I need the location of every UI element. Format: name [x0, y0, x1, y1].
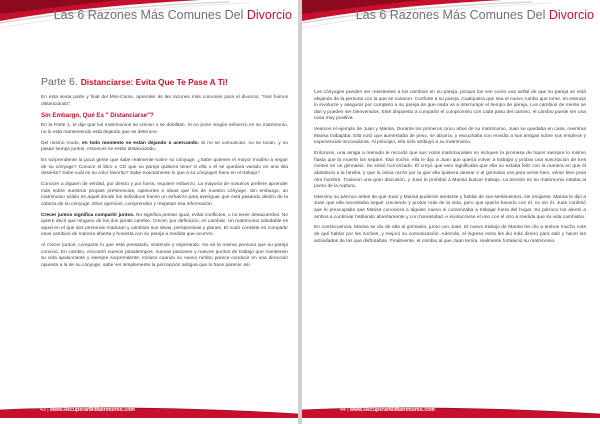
- page-header: [302, 0, 600, 36]
- page-header: [0, 0, 298, 36]
- footer-url[interactable]: www.RecuperarMiMatrimonio.com: [50, 407, 135, 413]
- paragraph: En la Parte 1, te dije que los matrimonios se crecen o se debilitan. Si no pone ningún esfuerzo en su matrimonio, no lo está manteniendo está dejando que se deteriore.: [41, 123, 288, 135]
- paragraph: En consecuencia, Marisa se dio de alta al gimnasio, junto con Juan. El nuevo trabajo de Marisa les dio a ambos mucho más de qué hablar por las noches, y mejoró su comunicación. Además, el ingreso extra les dio más dinero para salir y hacer las actividades de las que disfrutaban. Finalmente, el cambio al que Juan temía, realmente fortaleció su matrimonio.: [314, 225, 586, 244]
- header-title: Las 6 Razones Más Comunes Del Divorcio: [53, 8, 292, 22]
- chapter-number: Parte 6.: [41, 76, 78, 88]
- paragraph: Entonces, una amiga a menudo le recordó que sus votos matrimoniales no incluyen la promesa de hacer siempre lo mismo hasta que la muerte los separe. Esa noche, ella le dijo a Juan que quería volver a trabajar y probar una suscripción de tres meses en un gimnasio. Se sintió horrorizado. Él creyó que esto significaba que ella no estaba feliz con la manera en que él abastecía a la familia, y que la única razón por la que ella quisiera desear ir al gimnasio era para verse bien, verse bien para otro hombre. Tuvieron una gran discusión, y Juan le prohibió a Marisa buscar trabajo. La tensión en su matrimonio estaba al punto de la ruptura.: [314, 151, 586, 190]
- section-subheading: Sin Embargo, Qué Es " Distanciarse"?: [41, 112, 154, 120]
- paragraph: Es sorprendente la poca gente que sabe realmente sobre su cónyuge. ¿Sabe quienes el mayor modelo a seguir de su cónyuge? Conoce el libro o CD que su pareja quisiera tener si ella o él se quedara varado en una isla desierta? Sabe cuál es su color favorito? Sabe exactamente lo que a su cónyuges hace en el trabajo?: [41, 158, 288, 177]
- paragraph: En esta sexta parte y final del Mini-Curso, aprender ás las razones más comunes para el divorcio: "Nos fuimos distanciando".: [41, 95, 288, 107]
- paragraph: Los cónyuges pueden ser resistentes a los cambios en su pareja, porque los ven como una señal de que su pareja se está alejando de la persona con la que se casaron. Conforte a su pareja. Cualquiera que sea el nuevo rumbo que tome, en esencia lo involucre y asegurar por completo a su pareja de que nada va a interrumpir el tiempo de pareja. Los cambios de mente se dan y pueden ser bienvenidos. Esté dispuesto a compartir el compromiso con cada paso del camino, el cambio puede ser una cosa muy positiva.: [314, 90, 586, 122]
- page-footer: [0, 402, 298, 418]
- chapter-title: Distanciarse: Evita Que Te Pase A Ti!: [80, 77, 228, 87]
- left-page-content: [41, 76, 288, 274]
- right-page-content: [314, 90, 586, 249]
- paragraph: Veamos el ejemplo de Juan y Marisa. Durante los primeros cinco años de su matrimonio, Juan se quedaba en casa, mientras Marisa trabajaba. Ella notó que aumentaba de peso, se aburría, y escuchaba con envidia a sus amigas sobre sus empleos y experiencias innovadoras. Al principio, ella sólo atribuyó a su matrimonio.: [314, 127, 586, 146]
- page-number: 44: [340, 407, 346, 413]
- right-page: [302, 0, 600, 424]
- footer-text: 43 | www.RecuperarMiMatrimonio.com: [40, 407, 135, 413]
- paragraph: Al crecer juntos, comparte lo que está pensando, sintiendo y esperando. No es la misma persona que su pareja conoció. En cambio, encontró nuevos pasatiempos, nuevas pasiones y nuevos puntos de trabajo que mantienen su vida apasionante y siempre sorprendente. Incluso cuando su nuevo rumbo parece conducir en una dirección opuesta a la de su cónyuge, sabe ver simplemente la percepción antigua que lo hace parecer así.: [41, 243, 288, 268]
- left-page: [0, 0, 298, 424]
- footer-url[interactable]: www.RecuperarMiMatrimonio.com: [350, 407, 435, 413]
- footer-text: 44 | www.RecuperarMiMatrimonio.com: [340, 407, 435, 413]
- paragraph: Del mismo modo, en todo momento se están dejando o acercando. Si no se comunican, no se tocan, y no pasan tiempo juntos, entonces se están distanciando.: [41, 140, 289, 153]
- paragraph: Conocer a alguien de verdad, por dentro y por fuera, requiere esfuerzo. La mayoría de nosotros prefiere aprender más sobre nuestros propias preferencias, opiniones e ideas que los de nuestro cónyuge. Sin embargo, un matrimonio sólido es aquel donde los individuos hacen un esfuerzo para averiguar que está pasando dentro de la cabeza de su cónyuge. Ellos aprecian, comprenden y respetan esa información.: [41, 182, 288, 207]
- chapter-heading: [41, 76, 288, 88]
- header-title: Las 6 Razones Más Comunes Del Divorcio: [355, 8, 594, 22]
- page-number: 43: [40, 407, 46, 413]
- paragraph: Intervino su párroco antes de que Juan y Marisa pudieran sentarse y hablar de sus sentimientos, sin enojarse. Marisa le dijo a Juan que ella necesitaba seguir creciendo y probar más de la vida, pero que quería hacerlo con él, no sin él. Juan confesó que le preocupaba que Marisa conociera a alguien nuevo si comenzaba a trabajar fuera del hogar. Su párroco los alentó a ambos a continuar hablando abiertamente y con honestidad, e involucrarse el uno con el otro a medida que su vida cambiaba.: [314, 194, 586, 220]
- page-footer: [302, 402, 600, 418]
- paragraph: Crecer juntos significa compartir juntos. No significa pensar igual, evitar conflictos, o no tener desacuerdos. No quiere decir que ninguno de los dos jamás cambie. Crecer, por definición, es cambiar. Un matrimonio saludable es aquel en el que dos personas maduran y cambian sus ideas, perspectivas y planes. El nudo consiste en compartir esos cambios de manera abierta y honesta con su pareja a medida que ocurren.: [41, 212, 288, 238]
